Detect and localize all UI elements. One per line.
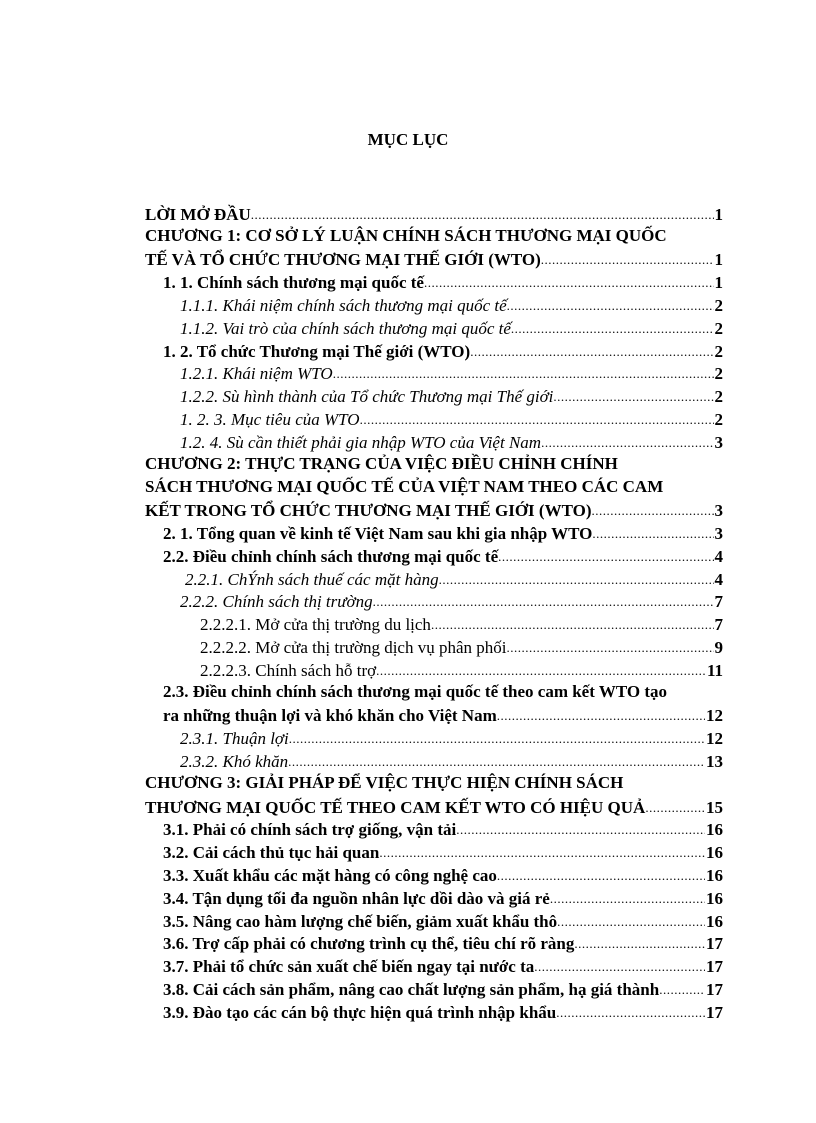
toc-entry-text: 1. 2. 3. Mục tiêu của WTO xyxy=(180,409,360,429)
dot-leader xyxy=(288,751,705,772)
toc-entry-2-2-1[interactable] xyxy=(145,567,723,590)
dot-leader xyxy=(333,363,714,384)
toc-page-number: 7 xyxy=(714,592,723,612)
toc-entry-text: 3.7. Phải tổ chức sản xuất chế biến ngay tại nước ta xyxy=(163,957,535,977)
toc-entry-text: 1.2.2. Sù hình thành của Tổ chức Thương mại Thế giới xyxy=(180,387,554,407)
toc-entry-preface[interactable] xyxy=(145,202,723,225)
toc-entry-2-2[interactable] xyxy=(145,544,723,567)
toc-entry-text: THƯƠNG MẠI QUỐC TẾ THEO CAM KẾT WTO CÓ HIỆU QUẢ xyxy=(145,797,646,817)
toc-entry-3-6[interactable] xyxy=(145,932,723,955)
toc-entry-chapter-1-line[interactable]: CHƯƠNG 1: CƠ SỞ LÝ LUẬN CHÍNH SÁCH THƯƠNG MẠI QUỐC xyxy=(145,225,667,245)
toc-page-number: 11 xyxy=(706,660,723,680)
dot-leader xyxy=(373,591,714,612)
toc-entry-text: 3.5. Nâng cao hàm lượng chế biến, giảm xuất khẩu thô xyxy=(163,911,558,931)
dot-leader xyxy=(511,318,714,339)
toc-entry-1-2-4[interactable] xyxy=(145,430,723,453)
dot-leader xyxy=(379,842,705,863)
toc-entry-3-9[interactable] xyxy=(145,1000,723,1023)
toc-entry-2-2-2-3[interactable] xyxy=(145,658,723,681)
toc-entry-text: 2.2.2. Chính sách thị trường xyxy=(180,592,373,612)
toc-entry-text: TẾ VÀ TỔ CHỨC THƯƠNG MẠI THẾ GIỚI (WTO) xyxy=(145,250,541,270)
dot-leader xyxy=(574,933,705,954)
toc-page-number: 9 xyxy=(714,637,723,657)
toc-entry-2-3-2[interactable] xyxy=(145,749,723,772)
page-title: MỤC LỤC xyxy=(367,130,449,149)
dot-leader xyxy=(556,1002,705,1023)
toc-entry-3-1[interactable] xyxy=(145,818,723,841)
toc-entry-3-2[interactable] xyxy=(145,840,723,863)
toc-entry-text: 3.3. Xuất khẩu các mặt hàng có công nghệ cao xyxy=(163,865,497,885)
toc-page-number: 7 xyxy=(714,615,723,635)
toc-entry-text: 3.1. Phải có chính sách trợ giống, vận tải xyxy=(163,820,457,840)
toc-entry-text: 1.1.1. Khái niệm chính sách thương mại quốc tế xyxy=(180,295,507,315)
toc-entry-text: 2.2. Điều chỉnh chính sách thương mại quốc tế xyxy=(163,546,499,566)
toc-entry-chapter-3[interactable] xyxy=(145,795,723,818)
dot-leader xyxy=(470,341,713,362)
dot-leader xyxy=(497,705,705,726)
toc-entry-2-3-line[interactable]: 2.3. Điều chỉnh chính sách thương mại quốc tế theo cam kết WTO tạo xyxy=(163,681,667,701)
toc-entry-text: 1.2.1. Khái niệm WTO xyxy=(180,364,333,384)
dot-leader xyxy=(506,637,713,658)
toc-page-number: 16 xyxy=(706,865,723,885)
toc-page-number: 16 xyxy=(706,843,723,863)
toc-page-number: 12 xyxy=(706,706,723,726)
toc-page-number: 12 xyxy=(706,729,723,749)
dot-leader xyxy=(591,500,713,521)
toc-entry-1-2-1[interactable] xyxy=(145,362,723,385)
toc-entry-3-7[interactable] xyxy=(145,954,723,977)
toc-entry-3-4[interactable] xyxy=(145,886,723,909)
dot-leader xyxy=(659,979,705,1000)
dot-leader xyxy=(557,911,705,932)
table-of-contents xyxy=(145,202,723,1023)
toc-entry-2-2-2-1[interactable] xyxy=(145,612,723,635)
toc-entry-chapter-3-line[interactable]: CHƯƠNG 3: GIẢI PHÁP ĐỂ VIỆC THỰC HIỆN CHÍNH SÁCH xyxy=(145,772,624,792)
toc-entry-text: 3.9. Đào tạo các cán bộ thực hiện quá trình nhập khẩu xyxy=(163,1002,557,1022)
toc-entry-1-1-1[interactable] xyxy=(145,293,723,316)
dot-leader xyxy=(439,569,714,590)
dot-leader xyxy=(456,819,705,840)
toc-page-number: 16 xyxy=(706,820,723,840)
toc-entry-text: 1. 1. Chính sách thương mại quốc tế xyxy=(163,273,424,293)
toc-page-number: 1 xyxy=(714,250,723,270)
toc-entry-1-1[interactable] xyxy=(145,270,723,293)
toc-entry-chapter-1[interactable] xyxy=(145,248,723,271)
toc-page-number: 17 xyxy=(706,957,723,977)
toc-entry-text: 2.3.2. Khó khăn xyxy=(180,751,289,771)
toc-entry-3-8[interactable] xyxy=(145,977,723,1000)
toc-page-number: 1 xyxy=(714,273,723,293)
dot-leader xyxy=(645,797,705,818)
dot-leader xyxy=(541,432,713,453)
toc-entry-1-2[interactable] xyxy=(145,339,723,362)
toc-entry-1-2-2[interactable] xyxy=(145,384,723,407)
toc-entry-3-5[interactable] xyxy=(145,909,723,932)
toc-entry-text: 2. 1. Tổng quan về kinh tế Việt Nam sau khi gia nhập WTO xyxy=(163,523,593,543)
toc-page-number: 2 xyxy=(714,364,723,384)
toc-page-number: 15 xyxy=(706,797,723,817)
toc-page-number: 2 xyxy=(714,409,723,429)
toc-entry-text: 2.2.2.2. Mở cửa thị trường dịch vụ phân phối xyxy=(200,637,507,657)
toc-entry-text: 2.2.2.1. Mở cửa thị trường du lịch xyxy=(200,615,431,635)
dot-leader xyxy=(431,614,714,635)
dot-leader xyxy=(289,728,705,749)
dot-leader xyxy=(550,888,705,909)
toc-entry-2-2-2[interactable] xyxy=(145,590,723,613)
toc-entry-1-2-3[interactable] xyxy=(145,407,723,430)
toc-entry-text: 2.2.2.3. Chính sách hỗ trợ xyxy=(200,660,377,680)
toc-page-number: 16 xyxy=(706,911,723,931)
dot-leader xyxy=(251,204,714,225)
toc-entry-chapter-2-line[interactable]: SÁCH THƯƠNG MẠI QUỐC TẾ CỦA VIỆT NAM THEO CÁC CAM xyxy=(145,476,664,496)
toc-entry-text: 1.1.2. Vai trò của chính sách thương mại quốc tế xyxy=(180,318,511,338)
toc-page-number: 4 xyxy=(714,569,723,589)
dot-leader xyxy=(592,523,713,544)
toc-page-number: 4 xyxy=(714,546,723,566)
toc-page-number: 17 xyxy=(706,979,723,999)
dot-leader xyxy=(497,865,705,886)
toc-page-number: 3 xyxy=(714,501,723,521)
dot-leader xyxy=(498,546,713,567)
toc-entry-3-3[interactable] xyxy=(145,863,723,886)
toc-entry-2-2-2-2[interactable] xyxy=(145,635,723,658)
toc-entry-text: 2.2.1. ChÝnh sách thuế các mặt hàng xyxy=(185,569,439,589)
dot-leader xyxy=(360,409,714,430)
toc-entry-text: KẾT TRONG TỔ CHỨC THƯƠNG MẠI THẾ GIỚI (WTO) xyxy=(145,501,592,521)
toc-page-number: 17 xyxy=(706,1002,723,1022)
toc-page-number: 2 xyxy=(714,295,723,315)
dot-leader xyxy=(507,295,714,316)
toc-entry-text: 3.4. Tận dụng tối đa nguồn nhân lực dồi dào và giá rẻ xyxy=(163,888,550,908)
toc-page-number: 1 xyxy=(714,204,723,224)
toc-page-number: 13 xyxy=(706,751,723,771)
toc-entry-1-1-2[interactable] xyxy=(145,316,723,339)
toc-entry-2-3[interactable] xyxy=(145,704,723,727)
toc-entry-text: LỜI MỞ ĐẦU xyxy=(145,204,251,224)
toc-page-number: 3 xyxy=(714,523,723,543)
toc-entry-text: 1. 2. Tổ chức Thương mại Thế giới (WTO) xyxy=(163,341,471,361)
toc-page-number: 2 xyxy=(714,387,723,407)
toc-page-number: 2 xyxy=(714,318,723,338)
toc-page-number: 2 xyxy=(714,341,723,361)
toc-entry-2-3-1[interactable] xyxy=(145,726,723,749)
toc-entry-chapter-2[interactable] xyxy=(145,498,723,521)
dot-leader xyxy=(376,660,706,681)
toc-page-number: 3 xyxy=(714,432,723,452)
toc-entry-2-1[interactable] xyxy=(145,521,723,544)
toc-entry-text: ra những thuận lợi và khó khăn cho Việt Nam xyxy=(163,706,497,726)
dot-leader xyxy=(534,956,705,977)
toc-page-number: 17 xyxy=(706,934,723,954)
toc-entry-text: 3.6. Trợ cấp phải có chương trình cụ thể, tiêu chí rõ ràng xyxy=(163,934,575,954)
toc-entry-chapter-2-line[interactable]: CHƯƠNG 2: THỰC TRẠNG CỦA VIỆC ĐIỀU CHỈNH CHÍNH xyxy=(145,453,618,473)
toc-page-number: 16 xyxy=(706,888,723,908)
dot-leader xyxy=(553,386,713,407)
dot-leader xyxy=(541,249,714,270)
toc-entry-text: 3.8. Cải cách sản phẩm, nâng cao chất lượng sản phẩm, hạ giá thành xyxy=(163,979,660,999)
toc-entry-text: 3.2. Cải cách thủ tục hải quan xyxy=(163,843,380,863)
toc-entry-text: 2.3.1. Thuận lợi xyxy=(180,729,289,749)
dot-leader xyxy=(424,272,714,293)
toc-entry-text: 1.2. 4. Sù cần thiết phải gia nhập WTO của Việt Nam xyxy=(180,432,542,452)
